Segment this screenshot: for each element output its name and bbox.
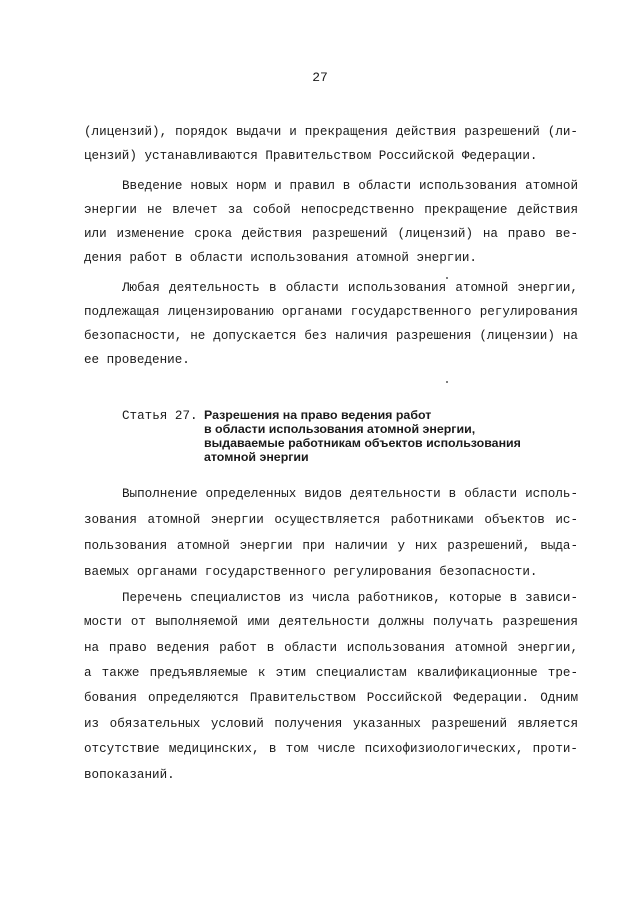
paragraph-line: энергии не влечет за собой непосредственно прекращение действия	[84, 203, 578, 217]
paragraph-line: дения работ в области использования атомной энергии.	[84, 251, 477, 265]
paragraph-line: Любая деятельность в области использования атомной энергии,	[122, 281, 578, 295]
paragraph-line: на право ведения работ в области использования атомной энергии,	[84, 641, 578, 655]
paragraph-line: вопоказаний.	[84, 768, 175, 782]
article-title-line: Разрешения на право ведения работ	[204, 408, 432, 422]
article-title-line: выдаваемые работникам объектов использования	[204, 436, 521, 450]
paragraph-line: Выполнение определенных видов деятельности в области исполь-	[122, 487, 578, 501]
paragraph-line: безопасности, не допускается без наличия разрешения (лицензии) на	[84, 329, 578, 343]
scan-speck	[446, 381, 448, 383]
paragraph-line: зования атомной энергии осуществляется работниками объектов ис-	[84, 513, 578, 527]
paragraph-line: (лицензий), порядок выдачи и прекращения действия разрешений (ли-	[84, 125, 578, 139]
article-title-line: в области использования атомной энергии,	[204, 422, 476, 436]
paragraph-line: бования определяются Правительством Российской Федерации. Одним	[84, 691, 578, 705]
article-title	[204, 408, 584, 464]
paragraph-line: пользования атомной энергии при наличии у них разрешений, выда-	[84, 539, 578, 553]
paragraph-line: отсутствие медицинских, в том числе психофизиологических, проти-	[84, 742, 578, 756]
paragraph-line: а также предъявляемые к этим специалистам квалификационные тре-	[84, 666, 578, 680]
paragraph-line: Введение новых норм и правил в области использования атомной	[122, 179, 578, 193]
paragraph-line: подлежащая лицензированию органами государственного регулирования	[84, 305, 578, 319]
paragraph-line: цензий) устанавливаются Правительством Российской Федерации.	[84, 149, 538, 163]
paragraph-line: мости от выполняемой ими деятельности должны получать разрешения	[84, 615, 578, 629]
scan-speck	[446, 277, 448, 279]
paragraph-line: или изменение срока действия разрешений (лицензий) на право ве-	[84, 227, 578, 241]
page-number: 27	[312, 70, 328, 85]
article-title-line: атомной энергии	[204, 450, 309, 464]
paragraph-line: ее проведение.	[84, 353, 190, 367]
article-label: Статья 27.	[122, 409, 198, 423]
paragraph-line: из обязательных условий получения указанных разрешений является	[84, 717, 578, 731]
paragraph-line: ваемых органами государственного регулирования безопасности.	[84, 565, 538, 579]
paragraph-line: Перечень специалистов из числа работников, которые в зависи-	[122, 591, 578, 605]
